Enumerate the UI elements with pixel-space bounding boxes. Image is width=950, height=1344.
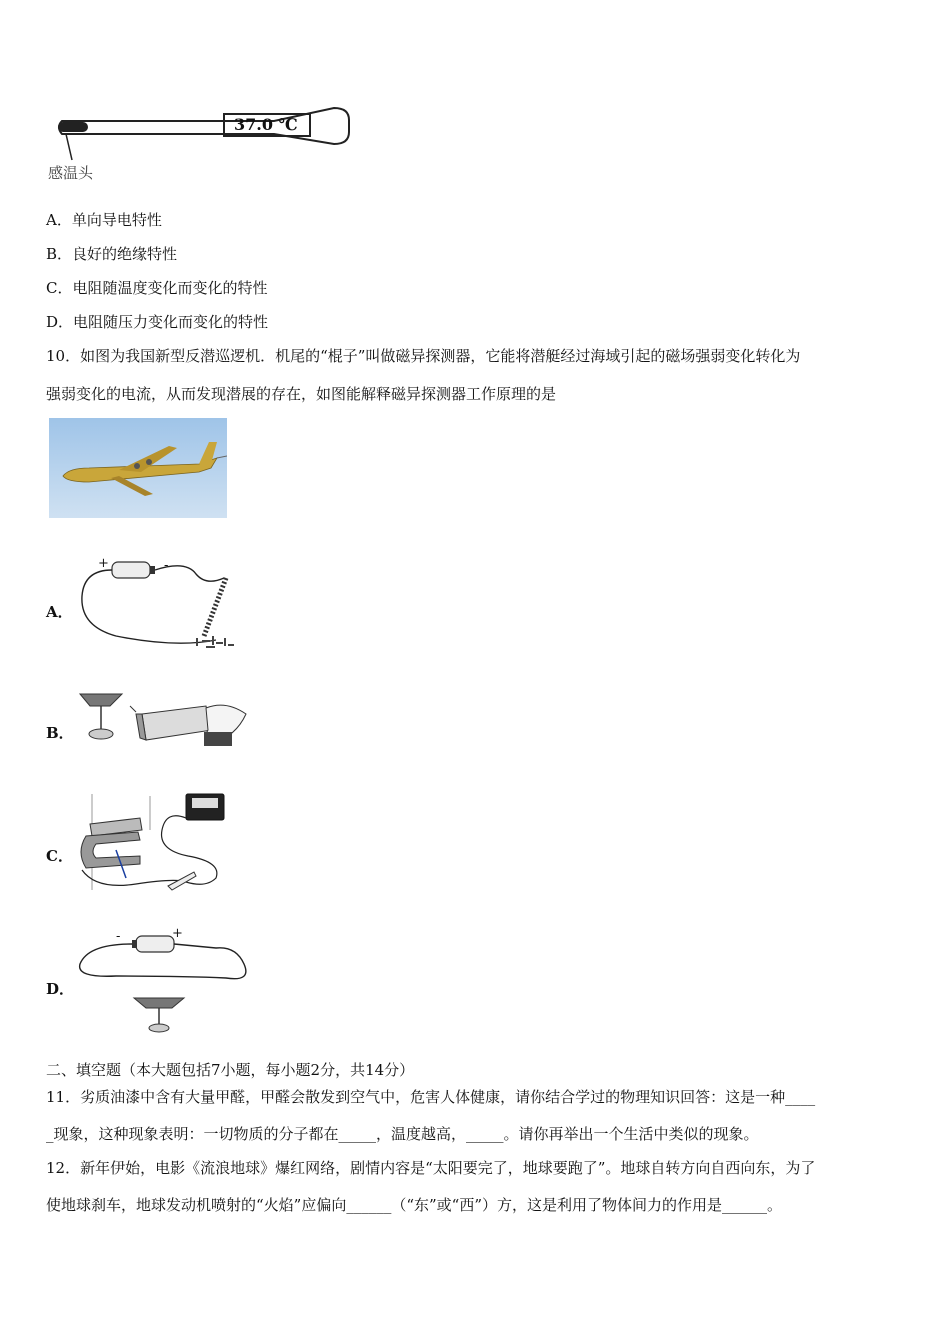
section2-heading: 二、填空题（本大题包括7小题，每小题2分，共14分） xyxy=(46,1061,415,1079)
q9-option-b: B．良好的绝缘特性 xyxy=(46,245,178,263)
q11-text-line1: 11．劣质油漆中含有大量甲醛，甲醛会散发到空气中，危害人体健康，请你结合学过的物理知识回答：这是一种____ xyxy=(46,1088,816,1106)
q9-option-a: A．单向导电特性 xyxy=(46,211,162,229)
option-d-plus-sign: + xyxy=(172,926,183,941)
thermometer-probe-label: 感温头 xyxy=(48,164,94,182)
option-a-electromagnet-diagram xyxy=(76,556,246,654)
q11-text-line2: _现象，这种现象表明：一切物质的分子都在_____，温度越高，_____。请你再举出一个生活中类似的现象。 xyxy=(46,1125,759,1143)
option-a-plus-sign: + xyxy=(98,556,109,571)
q12-text-line1: 12．新年伊始，电影《流浪地球》爆红网络，剧情内容是“太阳要完了，地球要跑了”。地球自转方向自西向东，为了 xyxy=(46,1159,816,1177)
option-d-oersted-diagram xyxy=(76,926,252,1038)
thermometer-figure xyxy=(44,100,354,190)
q10-option-a-label: A． xyxy=(46,603,73,621)
patrol-aircraft-photo xyxy=(49,418,227,518)
option-a-minus-sign: - xyxy=(164,558,169,573)
option-d-minus-sign: - xyxy=(116,929,121,944)
q9-option-d: D．电阻随压力变化而变化的特性 xyxy=(46,313,269,331)
q10-option-d-label: D． xyxy=(46,980,75,998)
q10-text-line2: 强弱变化的电流，从而发现潜展的存在，如图能解释磁异探测器工作原理的是 xyxy=(46,385,557,403)
q9-option-c: C．电阻随温度变化而变化的特性 xyxy=(46,279,268,297)
q10-option-b-label: B． xyxy=(46,724,74,742)
option-c-induction-diagram xyxy=(76,790,232,894)
q12-text-line2: 使地球刹车，地球发动机喷射的“火焰”应偏向______（“东”或“西”）方，这是利用了物体间力的作用是______。 xyxy=(46,1196,783,1214)
q10-text-line1: 10．如图为我国新型反潜巡逻机．机尾的“棍子”叫做磁异探测器，它能将潜艇经过海域引起的磁场强弱变化转化为 xyxy=(46,347,801,365)
thermometer-display: 37.0 ℃ xyxy=(234,115,298,134)
option-b-magnet-compass-diagram xyxy=(76,686,252,756)
q10-option-c-label: C． xyxy=(46,847,73,865)
